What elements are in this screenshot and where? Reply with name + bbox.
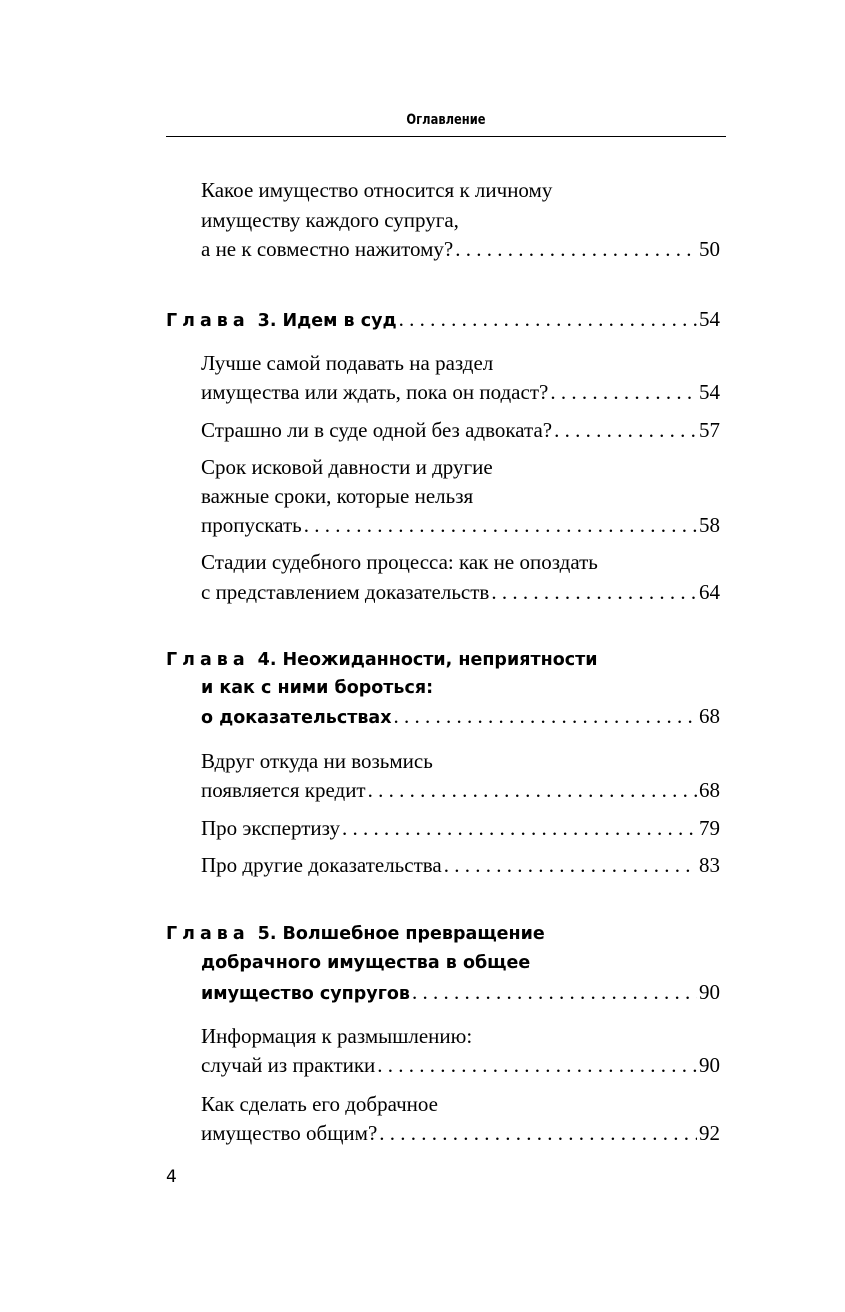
toc-entry-line (201, 1022, 720, 1050)
header-title: Оглавление (406, 112, 486, 128)
toc-entry-line (201, 349, 720, 377)
toc-entry-last-line (201, 378, 720, 406)
toc-page-number: 68 (699, 778, 720, 802)
dot-leader (304, 511, 697, 539)
toc-entry-text: Стадии судебного процесса: как не опоздать (201, 550, 598, 574)
toc-entry-last-line (201, 814, 720, 842)
chapter-title: о доказательствах (201, 708, 392, 728)
toc-entry-last-line (201, 1051, 720, 1079)
chapter-prefix: Глава (166, 311, 250, 331)
dot-leader (399, 305, 697, 333)
dot-leader (444, 851, 697, 879)
toc-entry-text: Страшно ли в суде одной без адвоката? (201, 418, 553, 442)
chapter-title: Волшебное превращение (282, 924, 545, 944)
toc-entry-line (201, 1090, 720, 1118)
dot-leader (379, 1119, 697, 1147)
toc-page-number: 92 (699, 1121, 720, 1145)
chapter-title: Неожиданности, неприятности (282, 650, 598, 670)
toc-chapter-3 (166, 305, 720, 333)
toc-entry-text: Лучше самой подавать на раздел (201, 351, 494, 375)
chapter-number: 4. (257, 650, 277, 670)
toc-page-number: 90 (699, 980, 720, 1004)
toc-entry-text: Вдруг откуда ни возьмись (201, 749, 433, 773)
toc-entry-line (201, 453, 720, 481)
chapter-number: 3. (257, 311, 277, 331)
dot-leader (377, 1051, 697, 1079)
dot-leader (342, 814, 697, 842)
toc-chapter-4 (166, 646, 720, 674)
toc-entry-text: Про экспертизу (201, 816, 340, 840)
chapter-title: имущество супругов (201, 984, 410, 1004)
toc-entry-text: пропускать (201, 513, 302, 537)
toc-entry-line (201, 176, 720, 204)
toc-entry-text: а не к совместно нажитому? (201, 237, 454, 261)
chapter-prefix: Глава (166, 924, 250, 944)
toc-page-number: 57 (699, 418, 720, 442)
toc-entry-text: имущества или ждать, пока он подаст? (201, 380, 549, 404)
toc-entry-text: имуществу каждого супруга, (201, 208, 459, 232)
toc-entry-last-line (201, 776, 720, 804)
chapter-number: 5. (257, 924, 277, 944)
toc-entry-text: Про другие доказательства (201, 853, 442, 877)
dot-leader (394, 702, 697, 730)
toc-page-number: 64 (699, 580, 720, 604)
toc-page-number: 68 (699, 704, 720, 728)
toc-page-number: 50 (699, 237, 720, 261)
toc-entry-last-line (201, 851, 720, 879)
dot-leader (491, 578, 697, 606)
chapter-title: Идем в суд (282, 311, 397, 331)
chapter-title: и как с ними бороться: (201, 678, 434, 698)
toc-entry-last-line (201, 511, 720, 539)
header-rule (166, 136, 726, 137)
toc-entry-text: Как сделать его добрачное (201, 1092, 438, 1116)
toc-entry-text: имущество общим? (201, 1121, 378, 1145)
toc-entry-text: важные сроки, которые нельзя (201, 484, 474, 508)
dot-leader (554, 416, 697, 444)
toc-entry-line (201, 548, 720, 576)
toc-entry-line (201, 482, 720, 510)
chapter-title: добрачного имущества в общее (201, 953, 531, 973)
toc-entry-text: Какое имущество относится к личному (201, 178, 553, 202)
toc-entry-text: Срок исковой давности и другие (201, 455, 493, 479)
toc-page-number: 83 (699, 853, 720, 877)
toc-page-number: 90 (699, 1053, 720, 1077)
toc-page-number: 79 (699, 816, 720, 840)
toc-chapter-last-line (201, 978, 720, 1006)
toc-entry-text: появляется кредит (201, 778, 366, 802)
toc-page-number: 54 (699, 380, 720, 404)
toc-page-number: 58 (699, 513, 720, 537)
toc-chapter-line (201, 949, 720, 977)
toc-entry-line (201, 206, 720, 234)
toc-entry-text: случай из практики (201, 1053, 376, 1077)
toc-chapter-line (201, 674, 720, 702)
toc-chapter-5 (166, 920, 720, 948)
chapter-prefix: Глава (166, 650, 250, 670)
dot-leader (455, 235, 697, 263)
toc-entry-last-line (201, 416, 720, 444)
toc-page-number: 54 (699, 307, 720, 331)
toc-entry-line (201, 747, 720, 775)
dot-leader (412, 978, 697, 1006)
toc-entry-last-line (201, 235, 720, 263)
toc-entry-text: Информация к размышлению: (201, 1024, 473, 1048)
folio-page-number: 4 (166, 1167, 177, 1187)
dot-leader (368, 776, 697, 804)
toc-entry-text: с представлением доказательств (201, 580, 490, 604)
toc-chapter-last-line (201, 702, 720, 730)
toc-entry-last-line (201, 578, 720, 606)
toc-entry-last-line (201, 1119, 720, 1147)
dot-leader (550, 378, 697, 406)
